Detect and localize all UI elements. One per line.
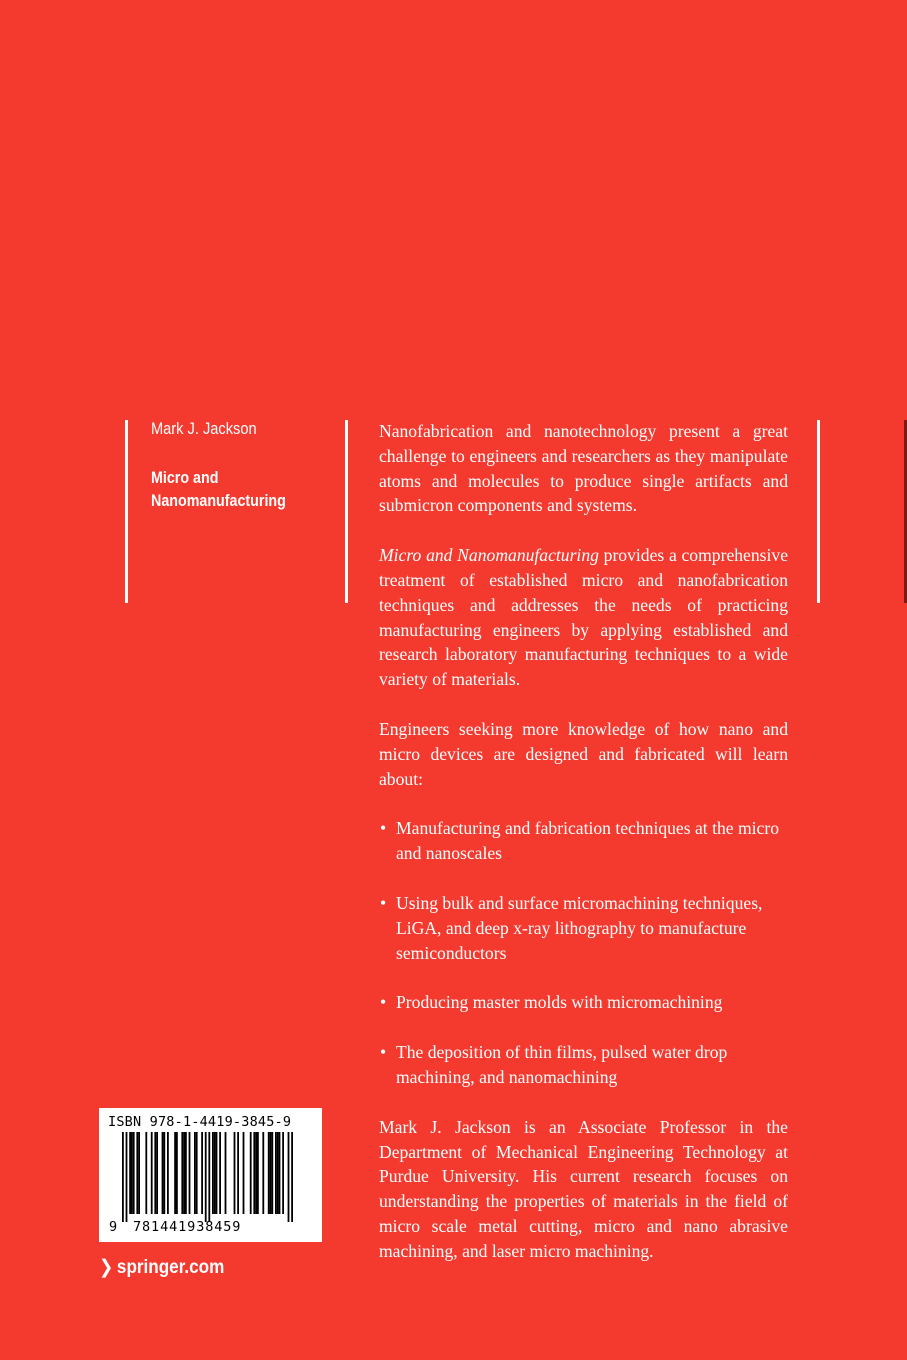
list-item bbox=[379, 816, 788, 866]
barcode-bar bbox=[234, 1132, 236, 1214]
description-column bbox=[379, 419, 788, 1264]
barcode-bar bbox=[185, 1132, 187, 1214]
barcode-bar bbox=[151, 1132, 153, 1214]
barcode-bar bbox=[176, 1132, 178, 1214]
barcode-bar bbox=[122, 1132, 124, 1222]
barcode-bar bbox=[255, 1132, 257, 1214]
barcode-bar bbox=[262, 1132, 264, 1214]
list-item bbox=[379, 1040, 788, 1090]
description-paragraph-2-text: provides a comprehensive treatment of established micro and nanofabrication techniques and addresses the needs of practicing manufacturing engineers by applying established and research laboratory manufacturing techniques to a wide variety of materials. bbox=[379, 545, 788, 690]
barcode-bar bbox=[154, 1132, 156, 1214]
description-paragraph-3: Engineers seeking more knowledge of how nano and micro devices are designed and fabricated will learn about: bbox=[379, 718, 788, 789]
bullet-icon: • bbox=[380, 892, 387, 913]
barcode-bar bbox=[212, 1132, 214, 1214]
barcode-bar bbox=[237, 1132, 239, 1214]
description-paragraph-2 bbox=[379, 543, 788, 692]
barcode-bar bbox=[174, 1132, 176, 1214]
author-bio: Mark J. Jackson is an Associate Professor in the Department of Mechanical Engineering Technology at Purdue University. His current research focuses on understanding the properties of materials in the field of micro scale metal cutting, micro and nano abrasive machining, and laser micro machining. bbox=[379, 1116, 788, 1261]
springer-link[interactable] bbox=[99, 1256, 224, 1279]
description-paragraph-1: Nanofabrication and nanotechnology present a great challenge to engineers and researchers as they manipulate atoms and molecules to produce single artifacts and submicron components and systems. bbox=[379, 421, 788, 516]
barcode-bar bbox=[275, 1132, 277, 1214]
barcode-bar bbox=[271, 1132, 273, 1214]
right-divider-line bbox=[817, 420, 820, 603]
barcode-bar bbox=[216, 1132, 218, 1214]
bullet-icon: • bbox=[380, 992, 387, 1013]
book-title-line-2: Nanomanufacturing bbox=[151, 491, 286, 510]
barcode-bar bbox=[163, 1132, 165, 1214]
list-item bbox=[379, 891, 788, 965]
barcode-bar bbox=[208, 1132, 210, 1222]
barcode-bar bbox=[129, 1132, 131, 1214]
barcode-bar bbox=[277, 1132, 279, 1214]
middle-divider-line bbox=[345, 420, 348, 603]
barcode-bar bbox=[253, 1132, 255, 1214]
barcode-bar bbox=[214, 1132, 216, 1214]
book-title-line-1: Micro and bbox=[151, 468, 219, 487]
barcode-bar bbox=[167, 1132, 169, 1214]
barcode-bar bbox=[133, 1132, 135, 1214]
barcode-bar bbox=[270, 1132, 272, 1214]
book-title bbox=[151, 466, 286, 512]
list-item-text: Producing master molds with micromachining bbox=[396, 992, 723, 1013]
list-item-text: Manufacturing and fabrication techniques at the micro and nanoscales bbox=[396, 818, 780, 864]
topics-list bbox=[379, 816, 788, 1089]
barcode-bar bbox=[201, 1132, 203, 1214]
barcode-bar bbox=[282, 1132, 284, 1214]
chevron-right-icon: ❯ bbox=[99, 1257, 114, 1278]
book-title-italic: Micro and Nanomanufacturing bbox=[379, 545, 599, 566]
barcode-bar bbox=[138, 1132, 140, 1214]
author-name: Mark J. Jackson bbox=[151, 419, 257, 438]
bullet-icon: • bbox=[380, 818, 387, 839]
barcode-bar bbox=[136, 1132, 138, 1214]
barcode-bar bbox=[219, 1132, 221, 1214]
list-item-text: Using bulk and surface micromachining techniques, LiGA, and deep x-ray lithography to manufacture semiconductors bbox=[396, 892, 763, 963]
barcode-bar bbox=[126, 1132, 128, 1222]
list-item bbox=[379, 990, 788, 1015]
bullet-icon: • bbox=[380, 1042, 387, 1063]
barcode-bar bbox=[189, 1132, 191, 1214]
barcode-bar bbox=[288, 1132, 290, 1222]
springer-link-text: springer.com bbox=[116, 1257, 225, 1278]
isbn-label: ISBN 978-1-4419-3845-9 bbox=[108, 1114, 292, 1130]
list-item-text: The deposition of thin films, pulsed water drop machining, and nanomachining bbox=[396, 1042, 728, 1087]
barcode-bar bbox=[156, 1132, 158, 1214]
barcode-bar bbox=[196, 1132, 198, 1214]
isbn-digits-rest: 781441938459 bbox=[133, 1219, 242, 1235]
barcode-bar bbox=[257, 1132, 259, 1214]
barcode-bar bbox=[225, 1132, 227, 1214]
barcode-bar bbox=[243, 1132, 245, 1214]
barcode-bar bbox=[268, 1132, 270, 1214]
left-divider-line bbox=[125, 420, 128, 603]
barcode-bar bbox=[250, 1132, 252, 1214]
barcode-bar bbox=[183, 1132, 185, 1214]
barcode-bar bbox=[162, 1132, 164, 1214]
barcode-bar bbox=[181, 1132, 183, 1214]
isbn-barcode-box bbox=[99, 1108, 322, 1242]
barcode-bar bbox=[145, 1132, 147, 1214]
barcode-bar bbox=[194, 1132, 196, 1214]
barcode-bar bbox=[205, 1132, 207, 1222]
barcode-bar bbox=[131, 1132, 133, 1214]
isbn-digit-first: 9 bbox=[109, 1219, 118, 1235]
barcode-bar bbox=[291, 1132, 293, 1222]
barcode-bar bbox=[279, 1132, 281, 1214]
